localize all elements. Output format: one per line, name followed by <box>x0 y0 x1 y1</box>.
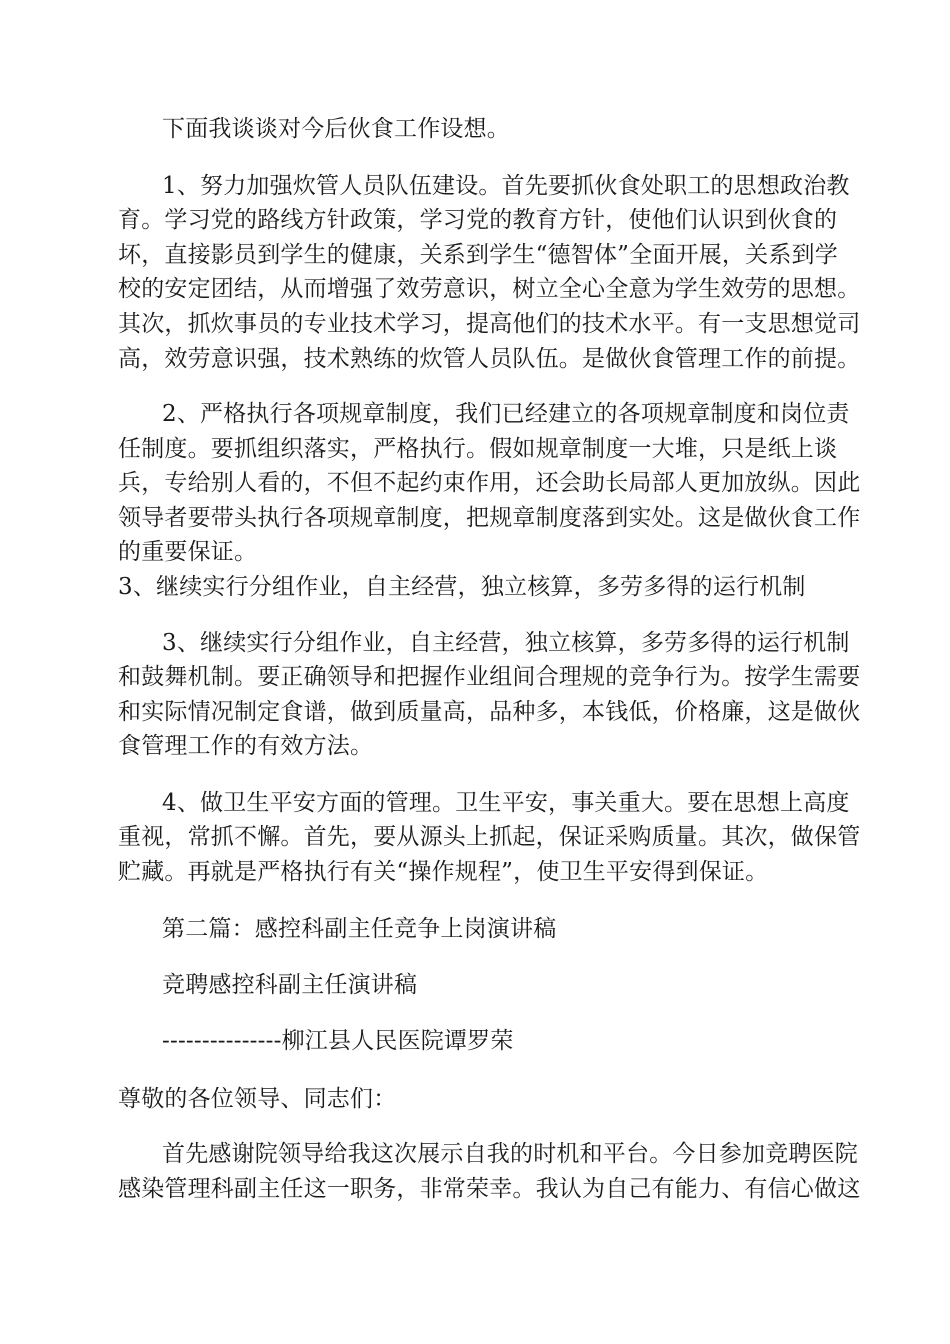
paragraph-1-line: 育。学习党的路线方针政策，学习党的教育方针，使他们认识到伙食的 <box>118 207 838 233</box>
speech-paragraph-line: 首先感谢院领导给我这次展示自我的时机和平台。今日参加竞聘医院 <box>162 1141 858 1167</box>
speech-title: 竞聘感控科副主任演讲稿 <box>162 972 418 998</box>
paragraph-4-line: 4、做卫生平安方面的管理。卫生平安，事关重大。要在思想上高度 <box>162 790 850 816</box>
paragraph-2-line: 的重要保证。 <box>118 539 258 565</box>
paragraph-1-line: 其次，抓炊事员的专业技术学习，提高他们的技术水平。有一支思想觉司 <box>118 311 861 337</box>
salutation: 尊敬的各位领导、同志们： <box>118 1086 397 1112</box>
intro-line: 下面我谈谈对今后伙食工作设想。 <box>162 116 510 142</box>
paragraph-2-line: 2、严格执行各项规章制度，我们已经建立的各项规章制度和岗位责 <box>162 401 850 427</box>
paragraph-1-line: 校的安定团结，从而增强了效劳意识，树立全心全意为学生效劳的思想。 <box>118 276 861 302</box>
paragraph-1-line: 1、努力加强炊管人员队伍建设。首先要抓伙食处职工的思想政治教 <box>162 173 850 199</box>
paragraph-3-line: 3、继续实行分组作业，自主经营，独立核算，多劳多得的运行机制 <box>162 630 850 656</box>
paragraph-2-line: 任制度。要抓组织落实，严格执行。假如规章制度一大堆，只是纸上谈 <box>118 436 838 462</box>
paragraph-2-line: 兵，专给别人看的，不但不起约束作用，还会助长局部人更加放纵。因此 <box>118 470 861 496</box>
section-heading: 第二篇：感控科副主任竞争上岗演讲稿 <box>162 916 557 942</box>
paragraph-2-line: 3、继续实行分组作业，自主经营，独立核算，多劳多得的运行机制 <box>118 574 806 600</box>
paragraph-3-line: 和实际情况制定食谱，做到质量高，品种多，本钱低，价格廉，这是做伙 <box>118 699 861 725</box>
paragraph-4-line: 贮藏。再就是严格执行有关“操作规程”，使卫生平安得到保证。 <box>118 859 769 885</box>
paragraph-3-line: 食管理工作的有效方法。 <box>118 733 374 759</box>
paragraph-4-line: 重视，常抓不懈。首先，要从源头上抓起，保证采购质量。其次，做保管 <box>118 824 861 850</box>
paragraph-1-line: 高，效劳意识强，技术熟练的炊管人员队伍。是做伙食管理工作的前提。 <box>118 346 861 372</box>
paragraph-2-line: 领导者要带头执行各项规章制度，把规章制度落到实处。这是做伙食工作 <box>118 505 861 531</box>
paragraph-1-line: 坏，直接影员到学生的健康，关系到学生“德智体”全面开展，关系到学 <box>118 242 838 268</box>
speech-author: ---------------柳江县人民医院谭罗荣 <box>162 1028 514 1054</box>
paragraph-3-line: 和鼓舞机制。要正确领导和把握作业组间合理规的竞争行为。按学生需要 <box>118 664 861 690</box>
speech-paragraph-line: 感染管理科副主任这一职务，非常荣幸。我认为自己有能力、有信心做这 <box>118 1176 861 1202</box>
